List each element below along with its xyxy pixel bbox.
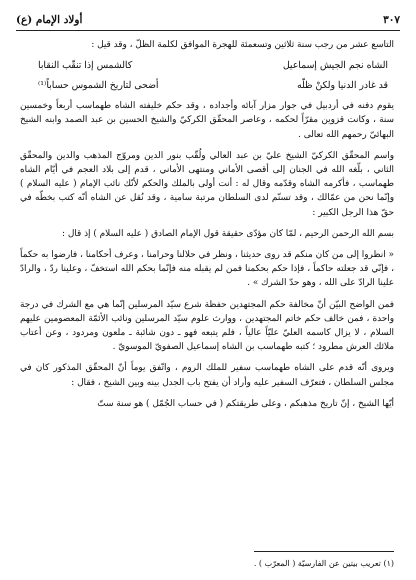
header-rule [16,30,400,31]
verse-hemistich: قد غادر الدنيا ولكنْ ظلّه [297,80,388,92]
page-number: ٣٠٧ [383,14,400,26]
verse-line [38,59,388,73]
verse-hemistich: كالشمس إذا تنقّب النقابا [38,60,133,72]
paragraph: يقوم دفنه في أردبيل في جوار مزار آبائه وأجداده ، وقد حكم خليفته الشاه طهماسب أربعاً وخمسين سنة ، وكانت قزوين مقرّاً لحكمه ، وعاصر المحقّق الكركيّ والشيخ الحسين بن عبد الصمد وابنه الشيخ البهائيّ رحمهم الله تعالى . [20,101,394,140]
page-body [20,38,394,418]
paragraph: ويروى أنّه قدم على الشاه طهماسب سفير للملك الروم ، واتّفق يوماً أنّ المحقّق المذكور كان في مجلس السلطان ، فتعرّف السفير عليه وأراد أن يفتح باب الجدل بينه وبين الشيخ ، فقال : [20,363,394,388]
paragraph: واسم المحقّق الكركيّ الشيخ عليّ بن عبد العالي ولُقّب بنور الدين ومروّج المذهب والدين والمحقّق الثاني ، بلّغه الله في الجنان إلى أقصى الأماني ومنتهى الأماني ، قدم إلى بلاد العجم في أيّام الشاه طهماسب ، فأكرمه الشاه وقدّمه وقال له : أنت أولى بالملك والحكم لأنّك نائب الإمام ( عليه السلام ) وإنّما نحن من عمّالك ، وقد تسنّم لدى السلطان مرتبة سامية ، وقد نُقل عن الشاه أنّه كتب بخطّه في حقّ هذا الرجل الكبير : [20,150,394,218]
verse-hemistich: الشاه نجم الجيش إسماعيل [282,60,388,72]
footnote: (١) تعريب بيتين عن الفارسيّة ( المعرّب ) . [253,559,394,568]
verse-hemistich: أضحى لتاريخ الشموس حساباً⁽¹⁾ [38,80,159,92]
quotation-paragraph: « انظروا إلى من كان منكم قد روى حديثنا ، ونظر في حلالنا وحرامنا ، وعرف أحكامنا ، فارضوا به حكماً ، فإنّي قد جعلته حاكماً ، فإذا حكم بحكمنا فمن لم يقبله منه فإنّما بحكم الله استخفّ ، وعلينا ردّ ، والرادّ علينا الرادّ على الله ، وهو حدّ الشرك » . [20,250,394,289]
footnote-rule [254,551,394,552]
paragraph: أيّها الشيخ ، إنّ تاريخ مذهبكم ، وعلى طريقتكم ( في حساب الجُمّل ) هو سنة ستّ [97,398,394,409]
paragraph: التاسع عشر من رجب سنة ثلاثين وتسعمئة للهجرة الموافق لكلمة الظلّ ، وقد قيل : [91,40,394,50]
paragraph: فمن الواضح البيّن أنّ مخالفة حكم المجتهدين حفظة شرع سيّد المرسلين إنّما هي مع الشرك في درجة واحدة ، فمن خالف حكم خاتم المجتهدين ، ووارث علوم سيّد المرسلين ونائب الأئمّة المعصومين عليهم السلام ، لا يزال كاسمه العليّ عليّاً عالياً ، فلم يتبعه فهو ـ دون شائبة ـ ملعون ومردود ، وعن أعتاب ملائك العرش مطرود ؛ كتبه طهماسب بن الشاه إسماعيل الصفويّ الموسويّ . [20,299,394,353]
running-title: أولاد الإمام (ع) [16,14,83,26]
page-header [16,8,400,26]
paragraph: بسم الله الرحمن الرحيم ، لمّا كان مؤدّى حقيقة قول الإمام الصادق ( عليه السلام ) إذ قال : [62,228,394,239]
verse-line [38,79,388,93]
